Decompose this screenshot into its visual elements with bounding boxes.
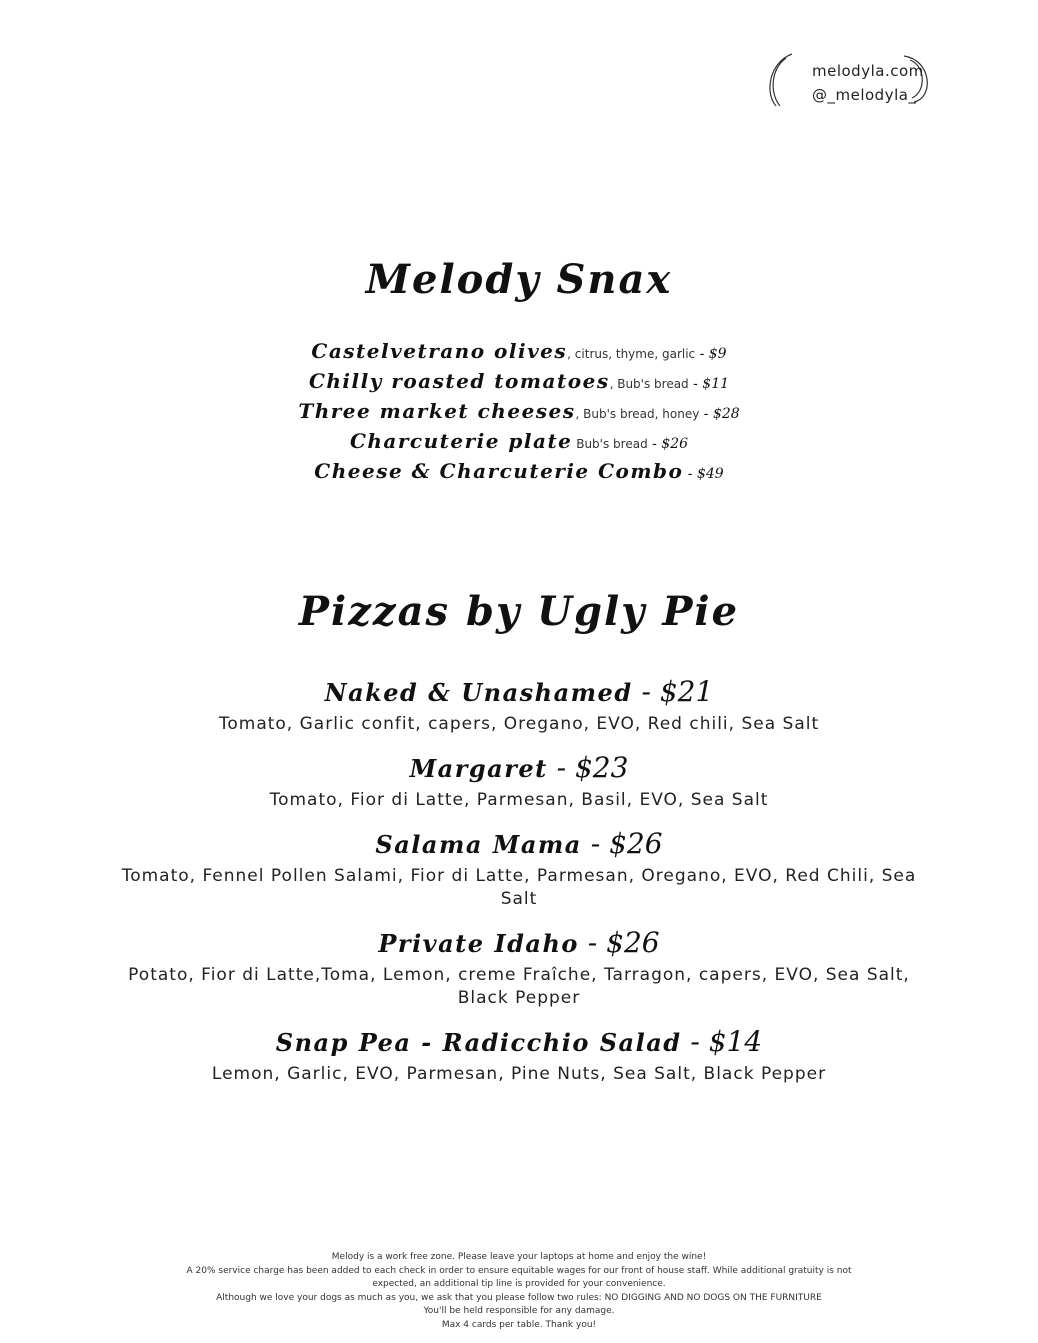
pizza-desc: Potato, Fior di Latte,Toma, Lemon, creme Fraîche, Tarragon, capers, EVO, Sea Salt, Black Pepper <box>128 965 910 1008</box>
snax-item-name: Charcuterie plate <box>349 429 573 453</box>
snax-item-name: Three market cheeses <box>298 399 576 423</box>
footer-line-service-charge: A 20% service charge has been added to each check in order to ensure equitable wages for our front of house staff. While additional gratuity is not expected, an additional tip line is provided for your convenience. <box>186 1265 852 1289</box>
social-handle: @_melodyla_ <box>812 86 917 104</box>
pizza-name: Naked & Unashamed <box>324 678 633 707</box>
snax-item-name: Cheese & Charcuterie Combo <box>314 459 684 483</box>
pizza-name: Private Idaho <box>378 929 579 958</box>
pizza-item <box>0 1025 1038 1086</box>
pizza-item <box>0 827 1038 911</box>
snax-item-name: Castelvetrano olives <box>311 339 568 363</box>
snax-list <box>0 336 1038 486</box>
pizza-price: - $26 <box>578 926 660 959</box>
pizza-price: - $21 <box>632 675 714 708</box>
snax-item-price: - $11 <box>688 376 730 392</box>
footer-line-cards: Max 4 cards per table. Thank you! <box>441 1319 597 1330</box>
pizza-desc: Tomato, Fennel Pollen Salami, Fior di Latte, Parmesan, Oregano, EVO, Red Chili, Sea Salt <box>121 866 917 909</box>
pizza-name: Salama Mama <box>375 830 582 859</box>
contact-badge <box>764 52 932 108</box>
pizza-desc: Lemon, Garlic, EVO, Parmesan, Pine Nuts, Sea Salt, Black Pepper <box>211 1064 827 1084</box>
snax-title: Melody Snax <box>365 256 673 303</box>
pizza-item <box>0 751 1038 812</box>
snax-item-desc: Bub's bread <box>572 437 648 451</box>
pizza-name: Snap Pea - Radicchio Salad <box>275 1028 682 1057</box>
website-text: melodyla.com <box>812 62 924 80</box>
snax-item-price: - $28 <box>699 406 740 422</box>
snax-item <box>0 426 1038 456</box>
snax-item-desc: , citrus, thyme, garlic <box>567 347 696 361</box>
pizza-price: - $14 <box>681 1025 763 1058</box>
snax-item <box>0 366 1038 396</box>
footer-notes <box>0 1251 1038 1332</box>
snax-item-desc: , Bub's bread, honey <box>575 407 700 421</box>
snax-item <box>0 456 1038 486</box>
snax-item-price: - $49 <box>683 466 724 482</box>
snax-item-price: - $26 <box>647 436 689 452</box>
pizza-list <box>0 675 1038 1101</box>
pizza-price: - $26 <box>581 827 663 860</box>
pizzas-title: Pizzas by Ugly Pie <box>298 588 740 635</box>
snax-item-price: - $9 <box>695 346 727 362</box>
pizza-item <box>0 926 1038 1010</box>
pizza-item <box>0 675 1038 736</box>
pizza-desc: Tomato, Fior di Latte, Parmesan, Basil, EVO, Sea Salt <box>269 790 769 810</box>
footer-line-work-free: Melody is a work free zone. Please leave your laptops at home and enjoy the wine! <box>331 1252 707 1262</box>
snax-item <box>0 336 1038 366</box>
pizza-price: - $23 <box>547 751 629 784</box>
snax-item-name: Chilly roasted tomatoes <box>308 369 610 393</box>
snax-item-desc: , Bub's bread <box>609 377 689 391</box>
snax-item <box>0 396 1038 426</box>
footer-line-dogs: Although we love your dogs as much as you, we ask that you please follow two rules: NO DIGGING AND NO DOGS ON THE FURNITURE <box>216 1292 822 1303</box>
footer-line-damage: You'll be held responsible for any damage. <box>423 1306 615 1316</box>
pizza-name: Margaret <box>409 754 548 783</box>
pizza-desc: Tomato, Garlic confit, capers, Oregano, EVO, Red chili, Sea Salt <box>218 714 820 734</box>
